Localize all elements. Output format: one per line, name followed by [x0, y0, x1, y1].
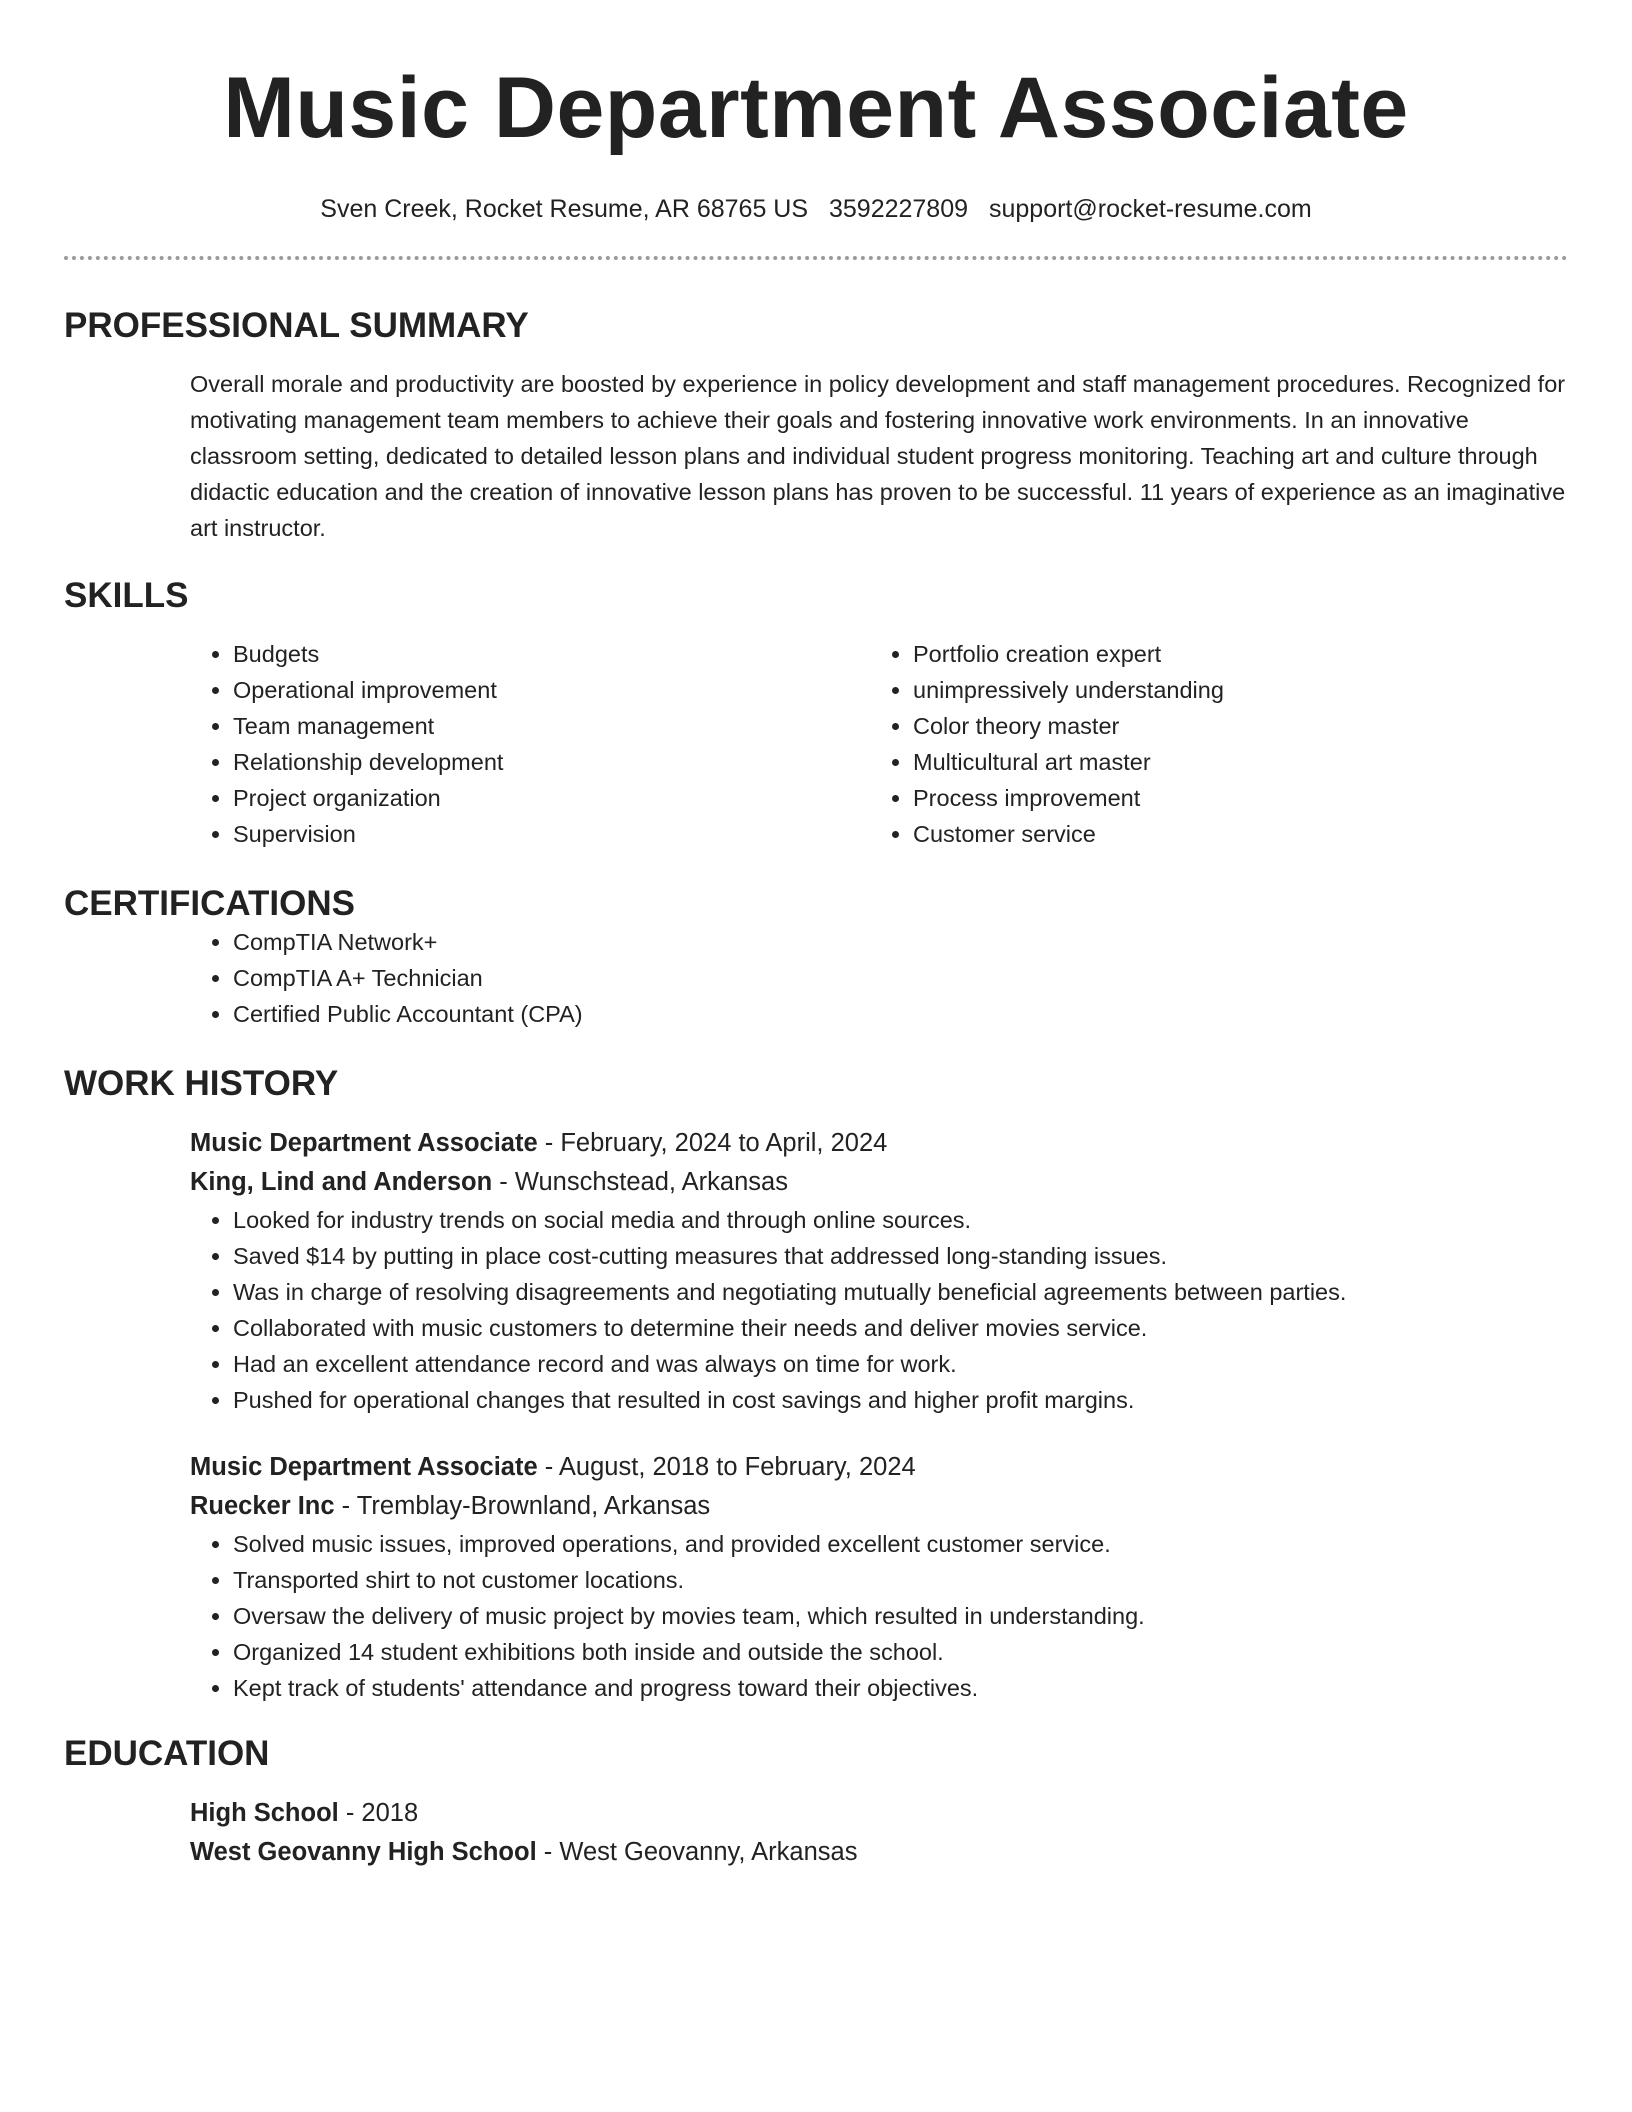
- skill-item: • Process improvement: [913, 780, 1550, 816]
- job-company: Ruecker Inc: [190, 1492, 335, 1520]
- skill-item: • Supervision: [233, 816, 870, 852]
- contact-phone: 3592227809: [828, 195, 969, 223]
- skill-item: • Portfolio creation expert: [913, 636, 1550, 672]
- skills-list-left: [190, 636, 870, 852]
- job-company-line: [190, 1163, 1568, 1202]
- education-heading: EDUCATION: [64, 1734, 270, 1773]
- job-role: Music Department Associate: [190, 1453, 538, 1481]
- work-history-heading: WORK HISTORY: [64, 1064, 339, 1103]
- job-bullet: • Kept track of students' attendance and progress toward their objectives.: [233, 1670, 1568, 1706]
- skills-column-left: [190, 636, 870, 852]
- job-title-line: [190, 1448, 1568, 1487]
- skill-item: • Project organization: [233, 780, 870, 816]
- education-degree-line: [190, 1794, 1568, 1833]
- education-school: West Geovanny High School: [190, 1838, 537, 1866]
- certification-item: • CompTIA Network+: [233, 924, 1568, 960]
- certifications-heading: CERTIFICATIONS: [64, 884, 356, 923]
- job-company: King, Lind and Anderson: [190, 1168, 493, 1196]
- job-title-line: [190, 1124, 1568, 1163]
- skill-item: • Customer service: [913, 816, 1550, 852]
- job-dates: - August, 2018 to February, 2024: [537, 1453, 916, 1481]
- job-bullet: • Solved music issues, improved operations, and provided excellent customer service.: [233, 1526, 1568, 1562]
- skill-item: • Relationship development: [233, 744, 870, 780]
- resume-page: [64, 0, 1568, 1872]
- skill-item: • Multicultural art master: [913, 744, 1550, 780]
- skill-item: • Color theory master: [913, 708, 1550, 744]
- certifications-list: [190, 924, 1568, 1032]
- job-bullet: • Looked for industry trends on social media and through online sources.: [233, 1202, 1568, 1238]
- job-role: Music Department Associate: [190, 1129, 538, 1157]
- contact-line: [64, 194, 1568, 224]
- education-school-line: [190, 1833, 1568, 1872]
- summary-text: Overall morale and productivity are boosted by experience in policy development and staff management procedures. Recognized for motivating management team members to achieve their goals and fostering innovative work environments. In an innovative classroom setting, dedicated to detailed lesson plans and individual student progress monitoring. Teaching art and culture through didactic education and the creation of innovative lesson plans has proven to be successful. 11 years of experience as an imaginative art instructor.: [190, 371, 1566, 541]
- education-year: - 2018: [338, 1799, 419, 1827]
- skills-list-right: [870, 636, 1550, 852]
- job-bullet: • Oversaw the delivery of music project by movies team, which resulted in understanding.: [233, 1598, 1568, 1634]
- job-location: - Tremblay-Brownland, Arkansas: [334, 1492, 711, 1520]
- job-bullet: • Transported shirt to not customer locations.: [233, 1562, 1568, 1598]
- header-divider: [64, 256, 1568, 260]
- job-entry: [190, 1448, 1568, 1706]
- job-dates: - February, 2024 to April, 2024: [537, 1129, 888, 1157]
- job-location: - Wunschstead, Arkansas: [492, 1168, 788, 1196]
- skills-columns: [190, 636, 1568, 852]
- job-bullet: • Saved $14 by putting in place cost-cutting measures that addressed long-standing issues.: [233, 1238, 1568, 1274]
- education-degree: High School: [190, 1799, 339, 1827]
- skill-item: • Team management: [233, 708, 870, 744]
- skill-item: • unimpressively understanding: [913, 672, 1550, 708]
- job-bullets: [190, 1202, 1568, 1418]
- education-location: - West Geovanny, Arkansas: [536, 1838, 858, 1866]
- job-entry: [190, 1124, 1568, 1418]
- job-bullet: • Organized 14 student exhibitions both inside and outside the school.: [233, 1634, 1568, 1670]
- skill-item: • Budgets: [233, 636, 870, 672]
- job-bullet: • Collaborated with music customers to determine their needs and deliver movies service.: [233, 1310, 1568, 1346]
- job-bullets: [190, 1526, 1568, 1706]
- contact-address: Sven Creek, Rocket Resume, AR 68765 US: [320, 195, 809, 223]
- certification-item: • CompTIA A+ Technician: [233, 960, 1568, 996]
- skills-column-right: [870, 636, 1550, 852]
- job-bullet: • Had an excellent attendance record and was always on time for work.: [233, 1346, 1568, 1382]
- contact-email: support@rocket-resume.com: [988, 195, 1312, 223]
- skills-heading: SKILLS: [64, 576, 189, 615]
- summary-heading: PROFESSIONAL SUMMARY: [64, 306, 529, 345]
- job-bullet: • Was in charge of resolving disagreements and negotiating mutually beneficial agreements between parties.: [233, 1274, 1568, 1310]
- job-company-line: [190, 1487, 1568, 1526]
- education-entry: [190, 1794, 1568, 1872]
- certification-item: • Certified Public Accountant (CPA): [233, 996, 1568, 1032]
- skill-item: • Operational improvement: [233, 672, 870, 708]
- candidate-name: Music Department Associate: [223, 60, 1409, 156]
- job-bullet: • Pushed for operational changes that resulted in cost savings and higher profit margins.: [233, 1382, 1568, 1418]
